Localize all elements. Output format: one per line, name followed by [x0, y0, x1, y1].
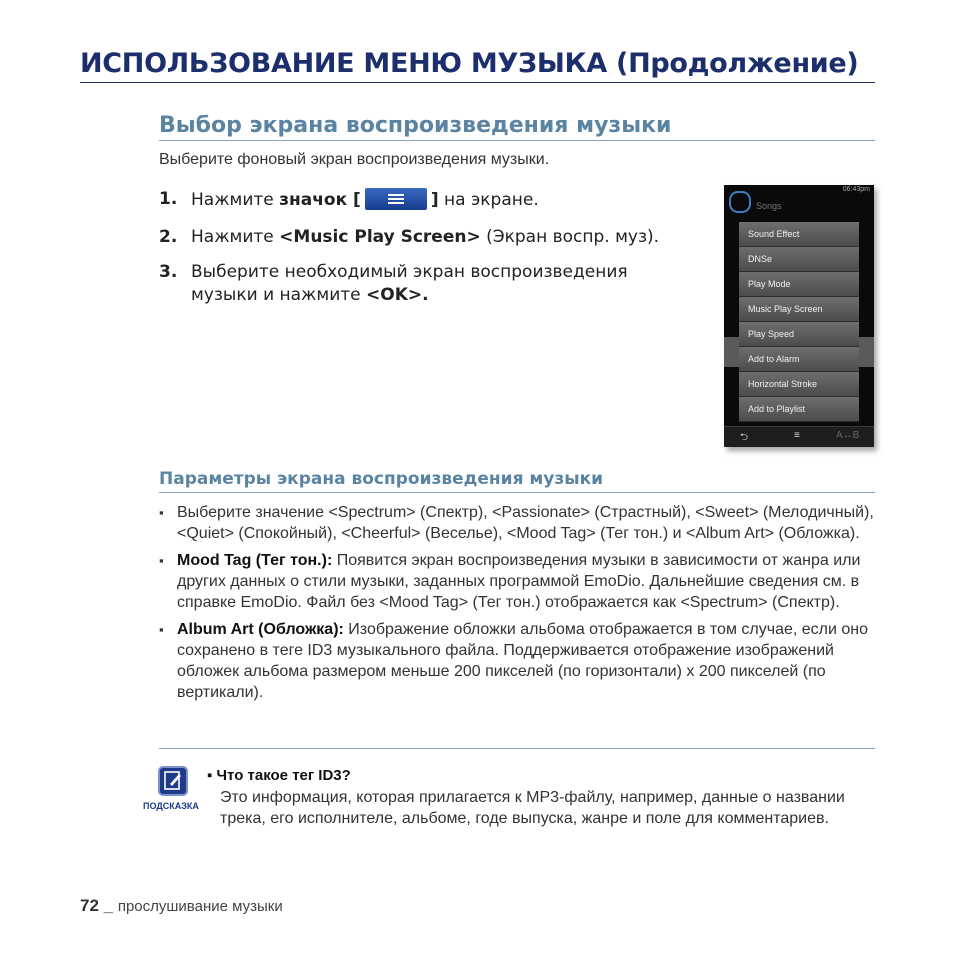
menu-item-play-speed[interactable]: Play Speed: [739, 322, 859, 346]
context-menu: [739, 222, 859, 422]
section-intro: Выберите фоновый экран воспроизведения музыки.: [159, 151, 550, 168]
step-1: [159, 188, 709, 212]
device-screenshot: [724, 185, 874, 447]
tip-title: ▪ Что такое тег ID3?: [207, 767, 351, 784]
step-bold: значок [: [279, 190, 361, 210]
step-text-post: (Экран воспр. муз).: [480, 227, 660, 247]
bullet-list: [159, 502, 875, 709]
step-number: 3.: [159, 262, 178, 282]
note-pencil-icon: [158, 766, 188, 796]
bullet-text: Изображение обложки альбома отображается в том случае, если оно сохранено в теге ID3 музыкального файла. Поддерживается отображение изображений обложек альбома размером меньше 200 пикселей (по горизонтали) x 200 пикселей (по вертикали).: [177, 621, 869, 701]
step-text: Нажмите: [191, 227, 280, 247]
step-2: [159, 226, 709, 249]
step-3: [159, 261, 699, 307]
clock: 06:43pm: [842, 186, 870, 193]
page-title: ИСПОЛЬЗОВАНИЕ МЕНЮ МУЗЫКА (Продолжение): [80, 48, 875, 83]
tip-body: Это информация, которая прилагается к MP3-файлу, например, данные о названии трека, его исполнителе, альбоме, годе выпуска, жанре и поле для комментариев.: [220, 789, 845, 827]
menu-item-dnse[interactable]: DNSe: [739, 247, 859, 271]
footer-text: прослушивание музыки: [117, 898, 283, 915]
list-item: [159, 502, 875, 544]
tip-label: ПОДСКАЗКА: [143, 801, 199, 811]
bullet-bold: Album Art (Обложка):: [177, 621, 344, 638]
step-number: 2.: [159, 227, 178, 247]
step-text: Нажмите: [191, 190, 280, 210]
bullet-text: Появится экран воспроизведения музыки в зависимости от жанра или других данных о стили музыки, заданных программой EmoDio. Дальнейшие сведения см. в справке EmoDio. Файл без <Mood Tag> (Тег тон.) отображается как <Spectrum> (Спектр).: [177, 552, 861, 611]
menu-item-music-play-screen[interactable]: Music Play Screen: [739, 297, 859, 321]
section-title: Выбор экрана воспроизведения музыки: [159, 113, 875, 141]
subsection-title: Параметры экрана воспроизведения музыки: [159, 469, 875, 493]
menu-icon-device[interactable]: ≡: [794, 430, 800, 441]
step-number: 1.: [159, 189, 178, 209]
songs-label: Songs: [756, 201, 782, 211]
list-item: [159, 550, 875, 613]
menu-item-sound-effect[interactable]: Sound Effect: [739, 222, 859, 246]
back-icon[interactable]: ⮌: [740, 432, 749, 443]
device-bottom-bar: [724, 426, 874, 447]
divider: [159, 748, 875, 749]
menu-item-add-to-playlist[interactable]: Add to Playlist: [739, 397, 859, 421]
step-text-post: на экране.: [438, 190, 539, 210]
bullet-bold: Mood Tag (Тег тон.):: [177, 552, 333, 569]
footer-separator: _: [98, 896, 118, 915]
step-text: Выберите необходимый экран воспроизведения музыки и нажмите: [191, 262, 628, 305]
ab-repeat-icon[interactable]: A↔B: [836, 430, 860, 441]
step-bold: <OK>.: [366, 285, 429, 305]
menu-item-play-mode[interactable]: Play Mode: [739, 272, 859, 296]
menu-item-add-to-alarm[interactable]: Add to Alarm: [739, 347, 859, 371]
step-bold: <Music Play Screen>: [279, 227, 481, 247]
menu-item-horizontal-stroke[interactable]: Horizontal Stroke: [739, 372, 859, 396]
list-item: [159, 619, 875, 703]
page-footer: [80, 896, 283, 916]
page-number: 72: [80, 896, 99, 915]
menu-icon: [365, 188, 427, 210]
bullet-text: Выберите значение <Spectrum> (Спектр), <Passionate> (Страстный), <Sweet> (Мелодичный), <Quiet> (Спокойный), <Cheerful> (Веселье), <Mood Tag> (Тег тон.) и <Album Art> (Обложка).: [177, 504, 874, 542]
music-app-icon: [729, 191, 751, 213]
step-bold-close: ]: [430, 190, 439, 210]
